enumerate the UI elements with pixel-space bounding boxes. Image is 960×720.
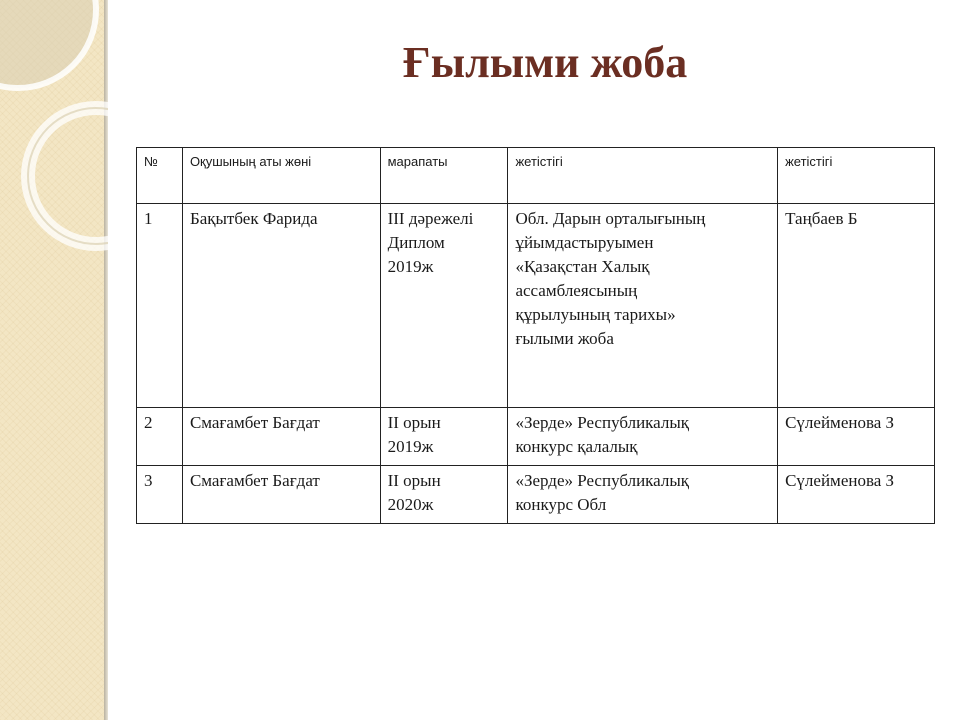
award: II орын 2019ж <box>380 408 508 466</box>
student-name: Смағамбет Бағдат <box>182 408 380 466</box>
table-row <box>137 204 935 408</box>
award: III дәрежелі Диплом 2019ж <box>380 204 508 408</box>
row-number: 1 <box>137 204 183 408</box>
row-number: 3 <box>137 466 183 524</box>
slide-title: Ғылыми жоба <box>402 38 688 87</box>
decorative-circles-icon <box>0 0 108 260</box>
student-name: Смағамбет Бағдат <box>182 466 380 524</box>
header-award: марапаты <box>380 148 508 204</box>
table-row <box>137 408 935 466</box>
row-number: 2 <box>137 408 183 466</box>
achievement: «Зерде» Республикалық конкурс Обл <box>508 466 778 524</box>
header-achievement: жетістігі <box>508 148 778 204</box>
table-row <box>137 466 935 524</box>
achievement: Обл. Дарын орталығының ұйымдастыруымен «Қазақстан Халық ассамблеясының құрылуының тарихы» ғылыми жоба <box>508 204 778 408</box>
header-number: № <box>137 148 183 204</box>
teacher: Таңбаев Б <box>778 204 935 408</box>
header-achievement-2: жетістігі <box>778 148 935 204</box>
header-student-name: Оқушының аты жөні <box>182 148 380 204</box>
table-header-row <box>137 148 935 204</box>
achievement: «Зерде» Республикалық конкурс қалалық <box>508 408 778 466</box>
teacher: Сүлейменова З <box>778 466 935 524</box>
student-name: Бақытбек Фарида <box>182 204 380 408</box>
award: II орын 2020ж <box>380 466 508 524</box>
awards-table <box>136 147 935 524</box>
teacher: Сүлейменова З <box>778 408 935 466</box>
